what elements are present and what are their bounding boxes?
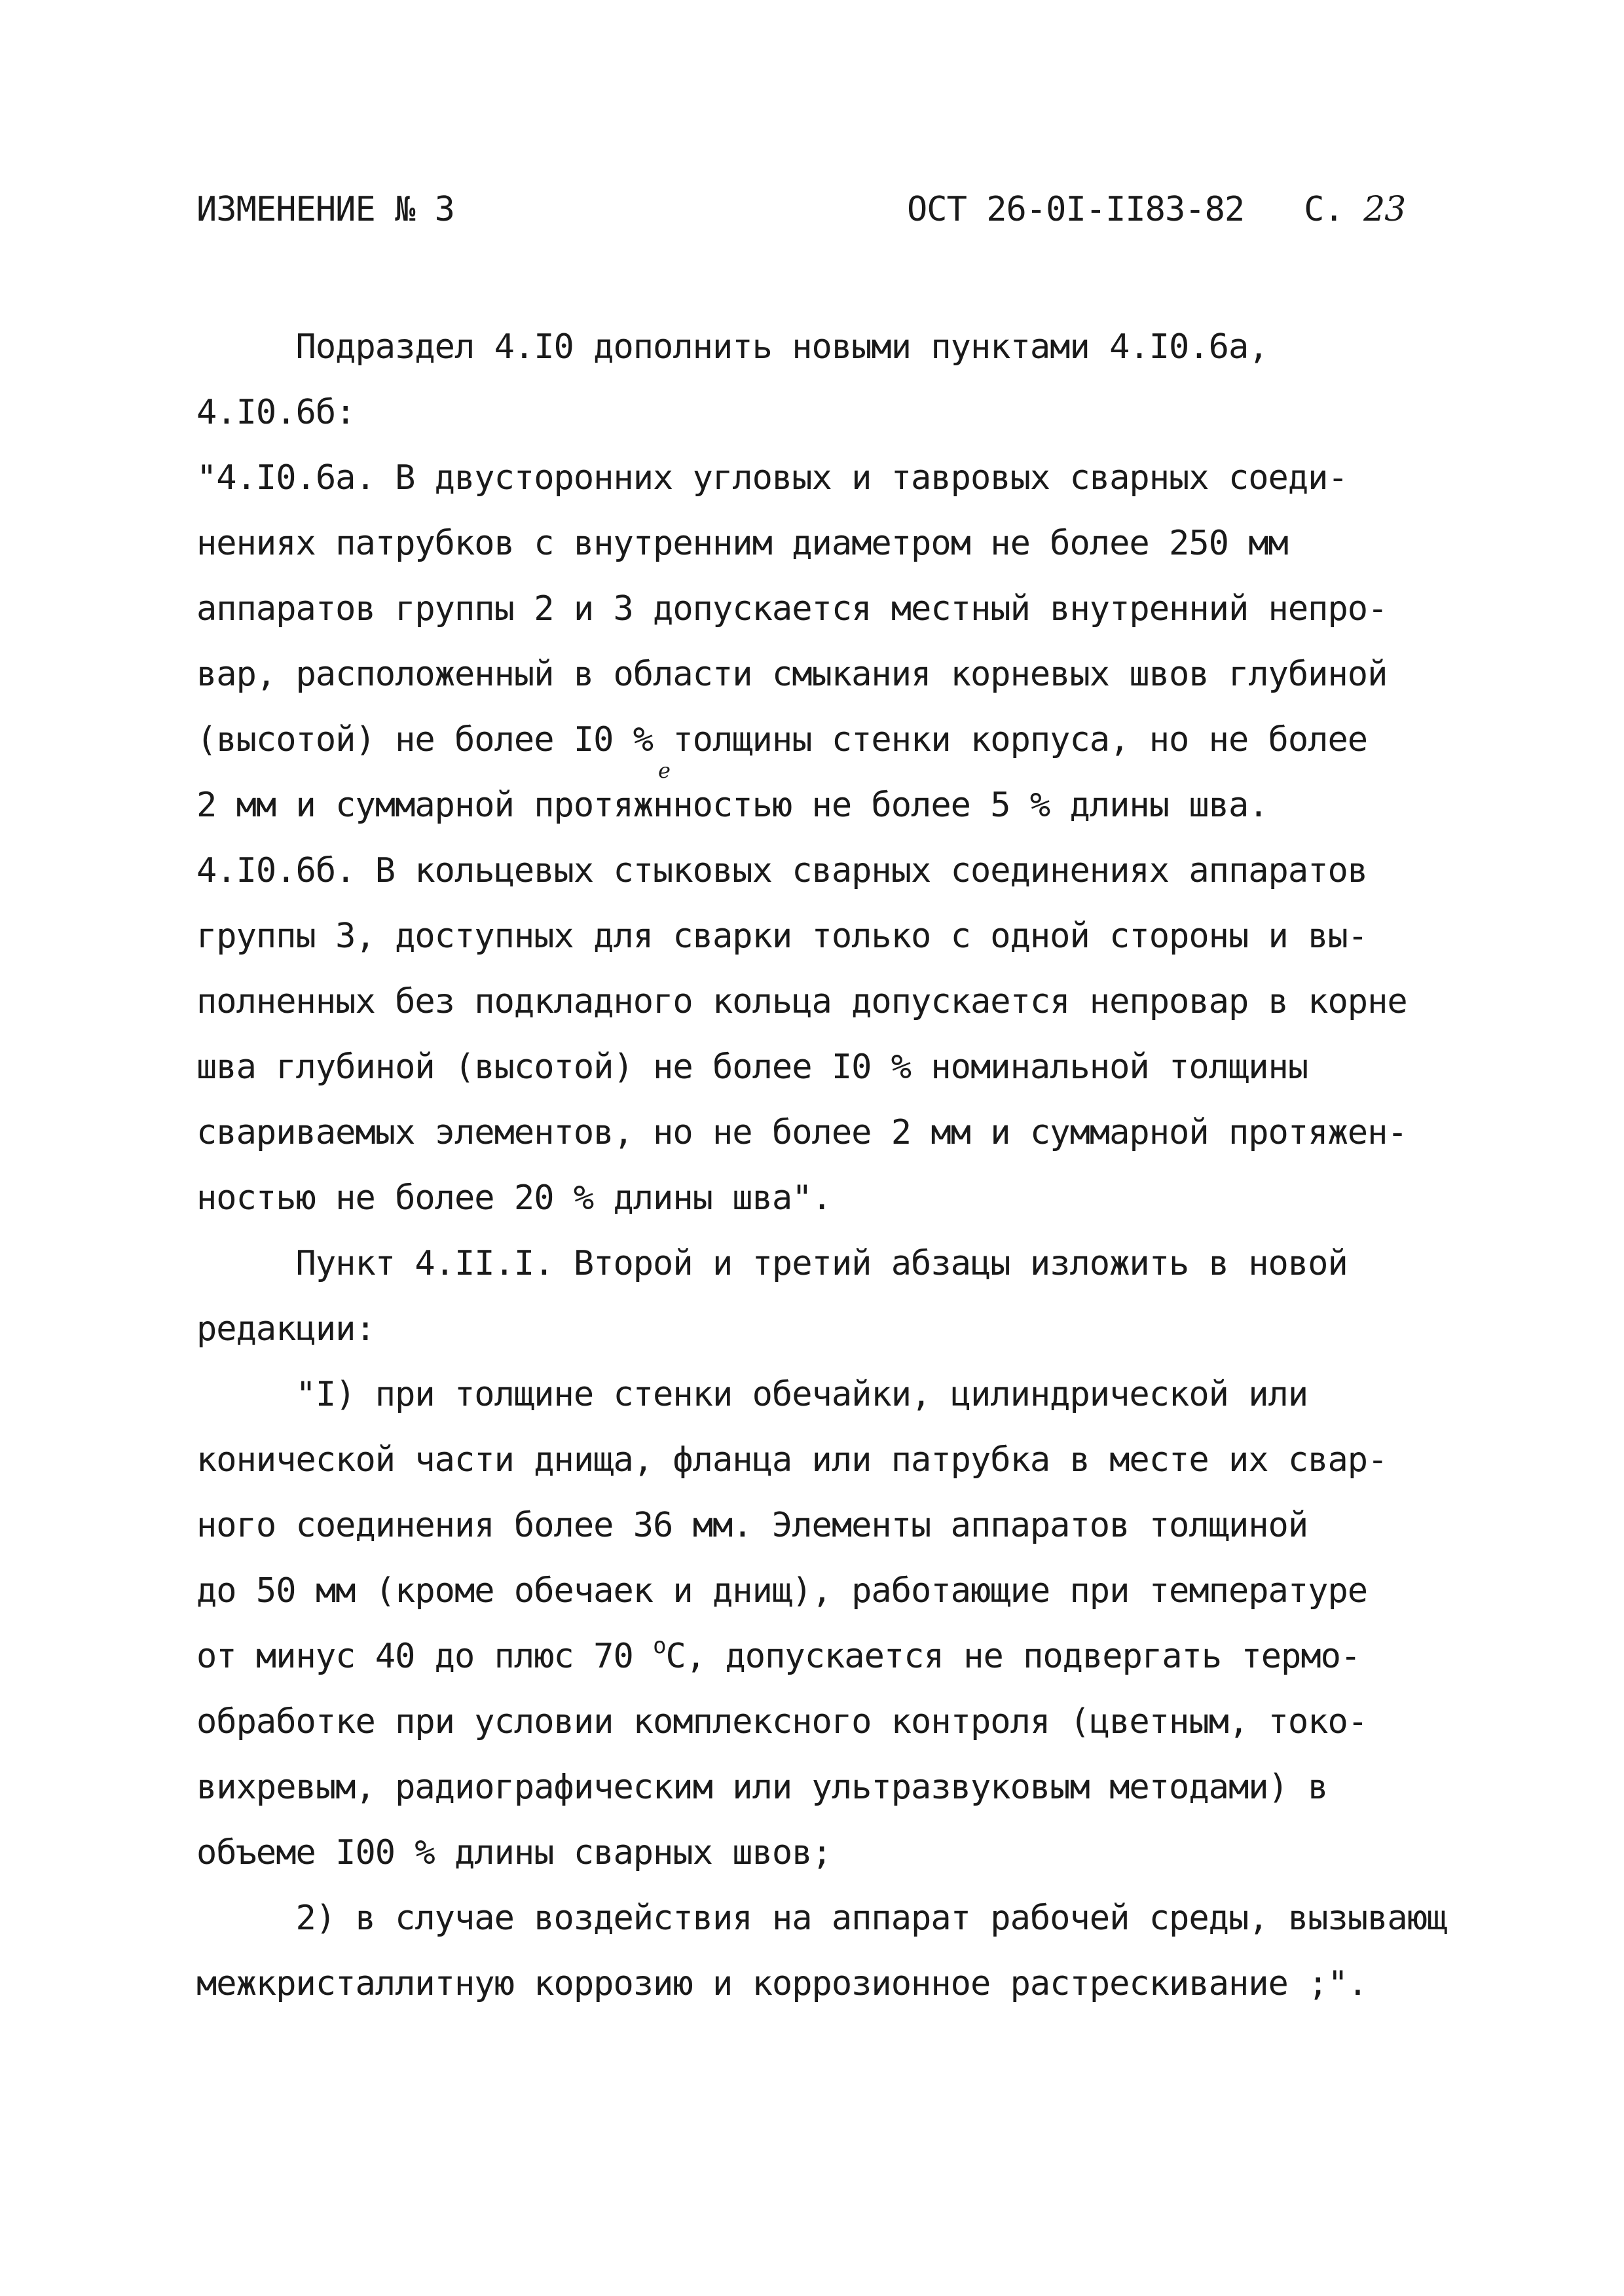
text-line: 2) в случае воздействия на аппарат рабочей среды, вызывающ — [196, 1899, 1447, 1938]
text-line: межкристаллитную коррозию и коррозионное растрескивание ;". — [196, 1964, 1368, 2003]
text-line: 2 мм и суммарной протяжнностью не более 5 % длины шва. — [196, 786, 1268, 825]
text-line: объеме I00 % длины сварных швов; — [196, 1833, 832, 1872]
text-line: Пункт 4.II.I. Второй и третий абзацы изложить в новой — [196, 1244, 1348, 1283]
text-line: вихревым, радиографическим или ультразвуковым методами) в — [196, 1768, 1328, 1807]
text-line: шва глубиной (высотой) не более I0 % номинальной толщины — [196, 1048, 1308, 1087]
text-fragment: С, допускается не подвергать термо- — [665, 1637, 1361, 1676]
standard-and-page — [907, 190, 1405, 229]
degree-mark: o — [653, 1633, 666, 1659]
text-line: до 50 мм (кроме обечаек и днищ), работающие при температуре — [196, 1571, 1368, 1611]
text-line: 4.I0.6б. В кольцевых стыковых сварных соединениях аппаратов — [196, 851, 1368, 890]
text-line: "I) при толщине стенки обечайки, цилиндрической или — [196, 1375, 1308, 1414]
standard-number: ОСТ 26-0I-II83-82 — [907, 190, 1245, 229]
text-line: полненных без подкладного кольца допускается непровар в корне — [196, 982, 1407, 1021]
text-line: 4.I0.6б: — [196, 393, 356, 432]
text-line: "4.I0.6а. В двусторонних угловых и тавровых сварных соеди- — [196, 458, 1348, 498]
text-line: обработке при условии комплексного контроля (цветным, токо- — [196, 1702, 1368, 1741]
text-line: аппаратов группы 2 и 3 допускается местный внутренний непро- — [196, 589, 1388, 629]
page-prefix: С. — [1304, 190, 1344, 229]
text-line: редакции: — [196, 1309, 375, 1349]
page-number: 23 — [1363, 190, 1406, 229]
text-line: нениях патрубков с внутренним диаметром не более 250 мм — [196, 524, 1288, 563]
text-line: конической части днища, фланца или патрубка в месте их свар- — [196, 1440, 1388, 1480]
text-line: Подраздел 4.I0 дополнить новыми пунктами 4.I0.6а, — [196, 327, 1268, 367]
text-line: вар, расположенный в области смыкания корневых швов глубиной — [196, 655, 1388, 694]
text-line: ностью не более 20 % длины шва". — [196, 1178, 832, 1218]
text-line: группы 3, доступных для сварки только с одной стороны и вы- — [196, 917, 1368, 956]
handwritten-correction: е — [658, 758, 671, 783]
text-fragment: от минус 40 до плюс 70 — [196, 1637, 654, 1676]
text-line-temperature — [196, 1633, 1361, 1680]
text-line: (высотой) не более I0 % толщины стенки корпуса, но не более — [196, 720, 1368, 759]
text-line: ного соединения более 36 мм. Элементы аппаратов толщиной — [196, 1506, 1308, 1545]
change-title: ИЗМЕНЕНИЕ № 3 — [196, 190, 454, 229]
text-line: свариваемых элементов, но не более 2 мм и суммарной протяжен- — [196, 1113, 1407, 1152]
